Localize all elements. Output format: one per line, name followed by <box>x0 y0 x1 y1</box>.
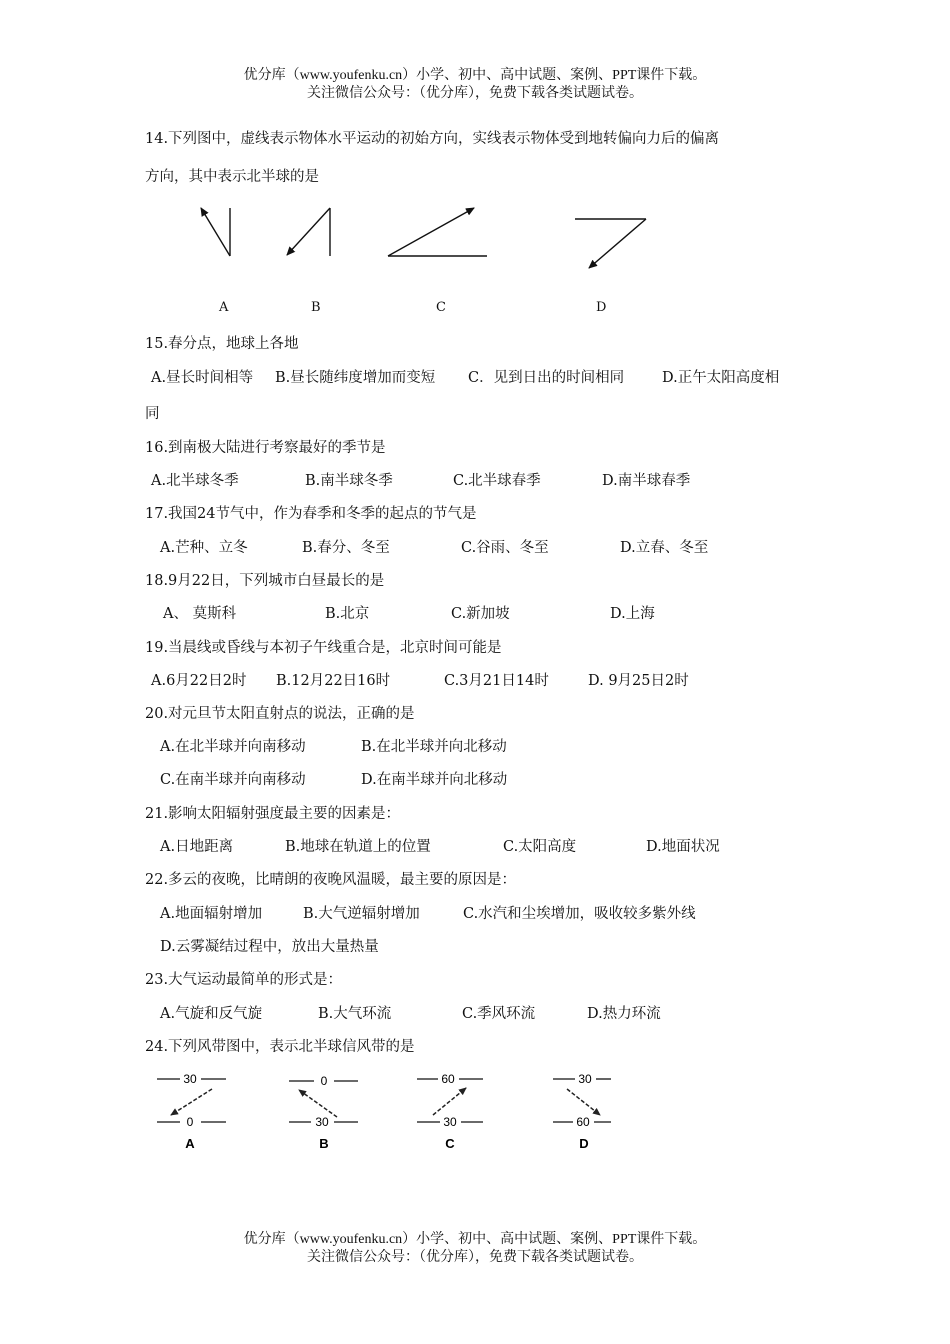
question-18-stem: 18.9月22日，下列城市白昼最长的是 <box>145 573 385 589</box>
q17-option-d: D.立春、冬至 <box>620 540 709 556</box>
question-16-stem: 16.到南极大陆进行考察最好的季节是 <box>145 440 386 456</box>
wind-diagram-a <box>157 1072 226 1151</box>
q15-option-a: A.昼长时间相等 <box>151 370 254 386</box>
q14-label-c: C <box>436 300 446 315</box>
q20-option-a: A.在北半球并向南移动 <box>160 739 306 755</box>
question-17-stem: 17.我国24节气中，作为春季和冬季的起点的节气是 <box>145 506 477 522</box>
q17-option-a: A.芒种、立冬 <box>160 540 248 556</box>
question-23-stem: 23.大气运动最简单的形式是： <box>145 972 343 988</box>
q14-label-b: B <box>311 300 321 315</box>
q15-option-d: D.正午太阳高度相 <box>662 370 780 386</box>
header-line-2: 关注微信公众号：（优分库），免费下载各类试题试卷。 <box>307 86 643 101</box>
wind-c-bottom-label: 30 <box>443 1115 457 1129</box>
wind-diagram-b <box>289 1074 358 1151</box>
wind-d-bottom-label: 60 <box>576 1115 590 1129</box>
footer-line-2: 关注微信公众号：（优分库），免费下载各类试题试卷。 <box>307 1250 643 1265</box>
q22-option-a: A.地面辐射增加 <box>160 906 263 922</box>
wind-c-top-label: 60 <box>441 1072 455 1086</box>
q23-option-a: A.气旋和反气旋 <box>160 1006 263 1022</box>
q20-option-b: B.在北半球并向北移动 <box>361 739 507 755</box>
q19-option-a: A.6月22日2时 <box>151 673 247 689</box>
q15-option-d-continued: 同 <box>145 406 160 422</box>
q20-option-c: C.在南半球并向南移动 <box>160 772 306 788</box>
q14-label-a: A <box>219 300 229 315</box>
wind-a-bottom-label: 0 <box>186 1115 194 1129</box>
q19-option-c: C.3月21日14时 <box>444 673 549 689</box>
wind-d-option-label: D <box>579 1136 589 1151</box>
q18-option-c: C.新加坡 <box>451 606 510 622</box>
wind-b-top-label: 0 <box>320 1074 328 1088</box>
q23-option-b: B.大气环流 <box>318 1006 392 1022</box>
question-22-stem: 22.多云的夜晚，比晴朗的夜晚风温暖，最主要的原因是： <box>145 872 517 888</box>
q18-option-a: A、 莫斯科 <box>163 606 237 622</box>
q16-option-a: A.北半球冬季 <box>151 473 239 489</box>
q20-option-d: D.在南半球并向北移动 <box>361 772 508 788</box>
q16-option-d: D.南半球春季 <box>602 473 691 489</box>
wind-diagram-c <box>417 1072 483 1151</box>
question-15-stem: 15.春分点，地球上各地 <box>145 336 299 352</box>
header-line-1: 优分库（www.youfenku.cn）小学、初中、高中试题、案例、PPT课件下载。 <box>243 68 707 83</box>
wind-a-option-label: A <box>185 1136 195 1151</box>
question-24-stem: 24.下列风带图中，表示北半球信风带的是 <box>145 1039 415 1055</box>
q19-option-d: D. 9月25日2时 <box>588 673 689 689</box>
q17-option-b: B.春分、冬至 <box>302 540 390 556</box>
question-20-stem: 20.对元旦节太阳直射点的说法，正确的是 <box>145 706 415 722</box>
q21-option-b: B.地球在轨道上的位置 <box>285 839 431 855</box>
q15-option-c: C．见到日出的时间相同 <box>468 370 625 386</box>
q14-figure-c <box>388 208 487 256</box>
wind-a-top-label: 30 <box>183 1072 197 1086</box>
q19-option-b: B.12月22日16时 <box>276 673 391 689</box>
q14-figure-a <box>201 208 230 256</box>
footer-line-1: 优分库（www.youfenku.cn）小学、初中、高中试题、案例、PPT课件下载。 <box>243 1232 707 1247</box>
q17-option-c: C.谷雨、冬至 <box>461 540 549 556</box>
wind-c-option-label: C <box>445 1136 455 1151</box>
q23-option-c: C.季风环流 <box>462 1006 536 1022</box>
wind-diagram-d <box>553 1072 611 1151</box>
q18-option-b: B.北京 <box>325 606 370 622</box>
q14-label-d: D <box>596 300 607 315</box>
q21-option-d: D.地面状况 <box>646 839 720 855</box>
wind-d-top-label: 30 <box>578 1072 592 1086</box>
q22-option-b: B.大气逆辐射增加 <box>303 906 420 922</box>
q16-option-c: C.北半球春季 <box>453 473 541 489</box>
q23-option-d: D.热力环流 <box>587 1006 661 1022</box>
wind-b-bottom-label: 30 <box>315 1115 329 1129</box>
question-14-stem-2: 方向，其中表示北半球的是 <box>145 169 319 185</box>
q16-option-b: B.南半球冬季 <box>305 473 393 489</box>
q22-option-d: D.云雾凝结过程中，放出大量热量 <box>160 939 379 955</box>
q22-option-c: C.水汽和尘埃增加，吸收较多紫外线 <box>463 906 696 922</box>
q15-option-b: B.昼长随纬度增加而变短 <box>275 370 436 386</box>
q14-figure-b <box>287 208 330 256</box>
question-19-stem: 19.当晨线或昏线与本初子午线重合是，北京时间可能是 <box>145 640 502 656</box>
question-21-stem: 21.影响太阳辐射强度最主要的因素是： <box>145 806 401 822</box>
wind-b-option-label: B <box>319 1136 329 1151</box>
q14-figure-d <box>575 219 646 268</box>
q18-option-d: D.上海 <box>610 606 655 622</box>
q21-option-c: C.太阳高度 <box>503 839 577 855</box>
question-14-stem-1: 14.下列图中，虚线表示物体水平运动的初始方向，实线表示物体受到地转偏向力后的偏离 <box>145 131 720 147</box>
q21-option-a: A.日地距离 <box>160 839 234 855</box>
